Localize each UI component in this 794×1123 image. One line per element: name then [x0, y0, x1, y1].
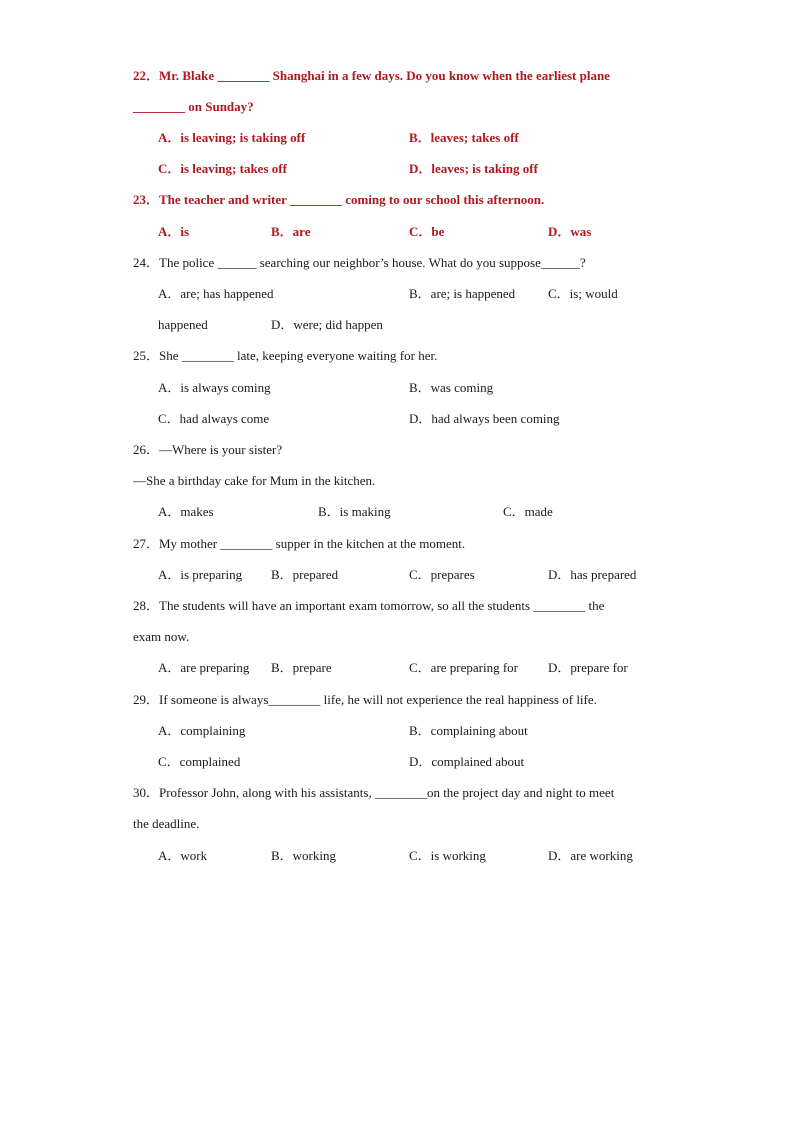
q23-option-b[interactable]: B．are	[271, 224, 311, 239]
question-22-text-cont: ________ on Sunday?	[133, 99, 254, 114]
q27-option-a[interactable]: A．is preparing	[158, 567, 243, 582]
q27-option-d[interactable]: D．has prepared	[548, 567, 637, 582]
q25-option-d[interactable]: D．had always been coming	[409, 411, 560, 426]
question-30-text: 30．Professor John, along with his assistants, ________on the project day and night to meet	[133, 785, 615, 800]
q27-option-b[interactable]: B．prepared	[271, 567, 339, 582]
q26-option-a[interactable]: A．makes	[158, 504, 214, 519]
q22-option-a[interactable]: A．is leaving; is taking off	[158, 130, 306, 145]
q25-option-a[interactable]: A．is always coming	[158, 380, 271, 395]
q23-option-c[interactable]: C．be	[409, 224, 445, 239]
q24-option-b[interactable]: B．are; is happened	[409, 286, 516, 301]
q29-option-a[interactable]: A．complaining	[158, 723, 246, 738]
q30-option-c[interactable]: C．is working	[409, 848, 486, 863]
q27-option-c[interactable]: C．prepares	[409, 567, 475, 582]
q28-option-c[interactable]: C．are preparing for	[409, 660, 519, 675]
question-26-answer-line: —She a birthday cake for Mum in the kitchen.	[133, 473, 376, 488]
q26-option-b[interactable]: B．is making	[318, 504, 391, 519]
question-28-text-cont: exam now.	[133, 629, 190, 644]
q30-option-d[interactable]: D．are working	[548, 848, 633, 863]
question-24-text: 24．The police ______ searching our neighbor’s house. What do you suppose______?	[133, 255, 586, 270]
q30-option-a[interactable]: A．work	[158, 848, 208, 863]
question-26-text: 26．—Where is your sister?	[133, 442, 283, 457]
q25-option-c[interactable]: C．had always come	[158, 411, 270, 426]
q28-option-b[interactable]: B．prepare	[271, 660, 332, 675]
question-27-text: 27．My mother ________ supper in the kitchen at the moment.	[133, 536, 466, 551]
q22-option-c[interactable]: C．is leaving; takes off	[158, 161, 287, 176]
question-23-text: 23．The teacher and writer ________ coming to our school this afternoon.	[133, 192, 545, 207]
q29-option-d[interactable]: D．complained about	[409, 754, 525, 769]
question-25-text: 25．She ________ late, keeping everyone waiting for her.	[133, 348, 438, 363]
q24-option-c-cont: happened	[158, 317, 208, 332]
question-30-text-cont: the deadline.	[133, 816, 200, 831]
q29-option-c[interactable]: C．complained	[158, 754, 241, 769]
question-22-text: 22．Mr. Blake ________ Shanghai in a few days. Do you know when the earliest plane	[133, 68, 610, 83]
q23-option-d[interactable]: D．was	[548, 224, 592, 239]
q29-option-b[interactable]: B．complaining about	[409, 723, 528, 738]
q22-option-b[interactable]: B．leaves; takes off	[409, 130, 519, 145]
q24-option-d[interactable]: D．were; did happen	[271, 317, 383, 332]
question-28-text: 28．The students will have an important exam tomorrow, so all the students ________ the	[133, 598, 605, 613]
q25-option-b[interactable]: B．was coming	[409, 380, 494, 395]
q30-option-b[interactable]: B．working	[271, 848, 337, 863]
q26-option-c[interactable]: C．made	[503, 504, 553, 519]
q24-option-a[interactable]: A．are; has happened	[158, 286, 274, 301]
q22-option-d[interactable]: D．leaves; is taking off	[409, 161, 538, 176]
q24-option-c[interactable]: C．is; would	[548, 286, 618, 301]
question-29-text: 29．If someone is always________ life, he will not experience the real happiness of life.	[133, 692, 597, 707]
q28-option-d[interactable]: D．prepare for	[548, 660, 628, 675]
q23-option-a[interactable]: A．is	[158, 224, 190, 239]
q28-option-a[interactable]: A．are preparing	[158, 660, 250, 675]
